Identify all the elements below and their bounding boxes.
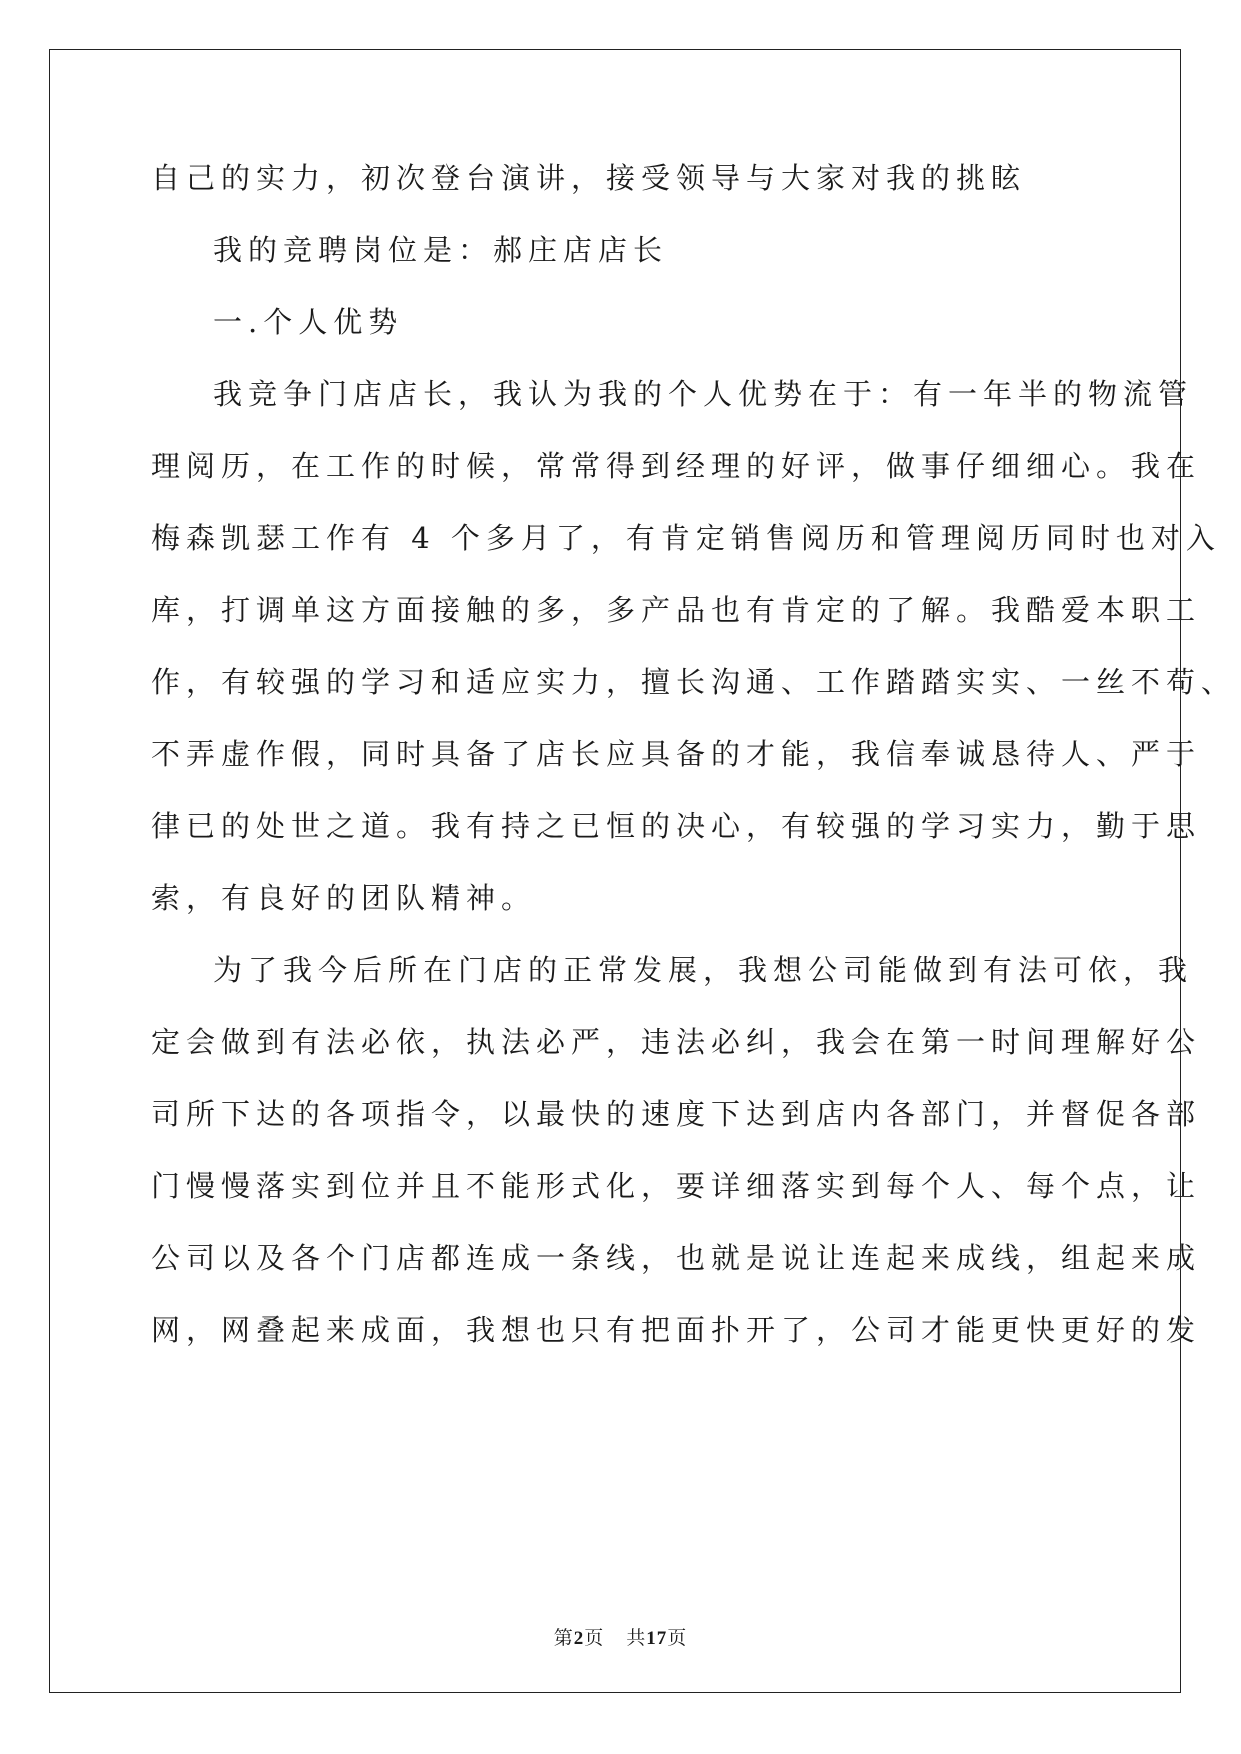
page-total-prefix: 共: [626, 1627, 647, 1649]
page-border: [49, 49, 1181, 1693]
page-number-total: 17: [646, 1628, 668, 1649]
page-number-prefix: 第: [553, 1627, 574, 1649]
paragraph-line: 我竞争门店店长，我认为我的个人优势在于：有一年半的物流管: [213, 377, 1194, 411]
paragraph-line: 为了我今后所在门店的正常发展，我想公司能做到有法可依，我: [213, 953, 1194, 987]
page-number-current: 2: [573, 1628, 585, 1649]
paragraph-line: 司所下达的各项指令，以最快的速度下达到店内各部门，并督促各部: [151, 1097, 1202, 1131]
page-number-unit: 页: [584, 1627, 605, 1649]
paragraph-line: 梅森凯瑟工作有 4 个多月了，有肯定销售阅历和管理阅历同时也对入: [151, 521, 1221, 555]
paragraph-line: 自己的实力，初次登台演讲，接受领导与大家对我的挑眩: [151, 161, 1027, 195]
paragraph-line: 网，网叠起来成面，我想也只有把面扑开了，公司才能更快更好的发: [151, 1313, 1202, 1347]
paragraph-line: 我的竞聘岗位是：郝庄店店长: [213, 233, 669, 267]
page-footer: [0, 1625, 1241, 1652]
paragraph-line: 库，打调单这方面接触的多，多产品也有肯定的了解。我酷爱本职工: [151, 593, 1202, 627]
paragraph-line: 索，有良好的团队精神。: [151, 881, 537, 915]
paragraph-line: 作，有较强的学习和适应实力，擅长沟通、工作踏踏实实、一丝不苟、: [151, 665, 1237, 699]
paragraph-line: 律已的处世之道。我有持之已恒的决心，有较强的学习实力，勤于思: [151, 809, 1202, 843]
page-total-unit: 页: [667, 1627, 688, 1649]
paragraph-line: 定会做到有法必依，执法必严，违法必纠，我会在第一时间理解好公: [151, 1025, 1202, 1059]
paragraph-line: 不弄虚作假，同时具备了店长应具备的才能，我信奉诚恳待人、严于: [151, 737, 1202, 771]
paragraph-line: 理阅历，在工作的时候，常常得到经理的好评，做事仔细细心。我在: [151, 449, 1202, 483]
section-heading: 一.个人优势: [213, 305, 404, 339]
paragraph-line: 门慢慢落实到位并且不能形式化，要详细落实到每个人、每个点，让: [151, 1169, 1202, 1203]
paragraph-line: 公司以及各个门店都连成一条线，也就是说让连起来成线，组起来成: [151, 1241, 1202, 1275]
